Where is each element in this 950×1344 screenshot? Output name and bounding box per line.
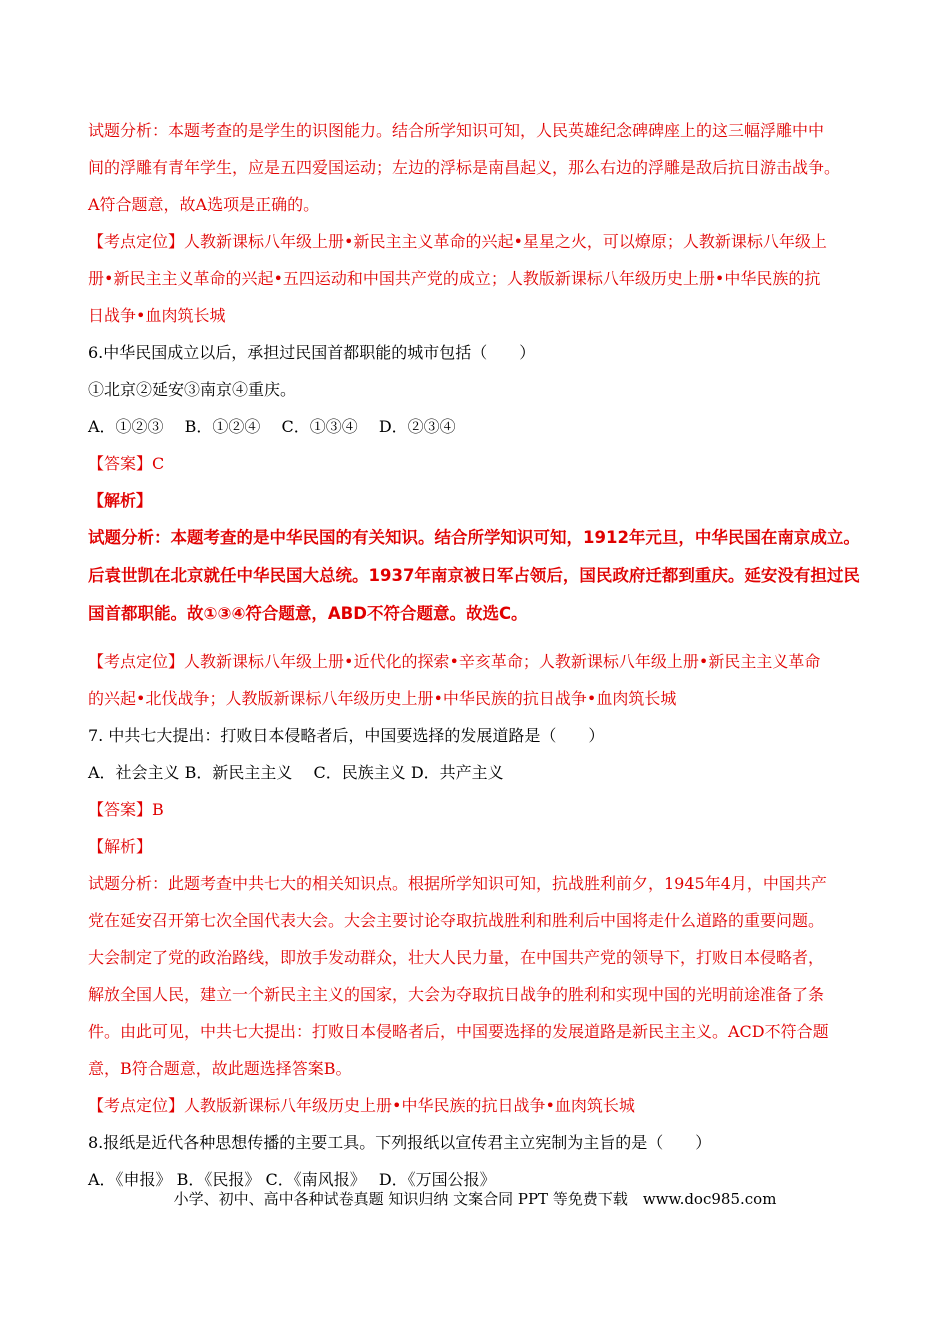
q6-options: A．①②③ B．①②④ C．①③④ D．②③④ xyxy=(88,417,456,436)
q6-kaodian-line-1: 【考点定位】人教新课标八年级上册•近代化的探索•辛亥革命；人教新课标八年级上册•新民主主义革命 xyxy=(88,652,821,671)
document-page xyxy=(88,112,868,1198)
q6-analysis-line-1: 试题分析：本题考查的是中华民国的有关知识。结合所学知识可知，1912年元旦，中华民国在南京成立。 xyxy=(88,528,860,547)
q8-stem: 8.报纸是近代各种思想传播的主要工具。下列报纸以宣传君主立宪制为主旨的是（ ） xyxy=(88,1133,712,1152)
q7-analysis-line-4: 解放全国人民，建立一个新民主主义的国家，大会为夺取抗日战争的胜利和实现中国的光明前途准备了条 xyxy=(88,985,825,1004)
q7-analysis-line-6: 意，B符合题意，故此题选择答案B。 xyxy=(88,1059,352,1078)
q7-jiexi-heading: 【解析】 xyxy=(88,837,153,856)
q7-kaodian: 【考点定位】人教版新课标八年级历史上册•中华民族的抗日战争•血肉筑长城 xyxy=(88,1096,635,1115)
q7-analysis-line-5: 件。由此可见，中共七大提出：打败日本侵略者后，中国要选择的发展道路是新民主主义。ACD不符合题 xyxy=(88,1022,829,1041)
q5-kaodian-line-1: 【考点定位】人教新课标八年级上册•新民主主义革命的兴起•星星之火，可以燎原；人教新课标八年级上 xyxy=(88,232,827,251)
q6-answer: 【答案】C xyxy=(88,454,165,473)
q7-options: A．社会主义 B．新民主主义 C．民族主义 D．共产主义 xyxy=(88,763,504,782)
q5-analysis-line-3: A符合题意，故A选项是正确的。 xyxy=(88,195,320,214)
page-footer: 小学、初中、高中各种试卷真题 知识归纳 文案合同 PPT 等免费下载 www.doc985.com xyxy=(173,1190,777,1208)
q6-stem: 6.中华民国成立以后，承担过民国首都职能的城市包括（ ） xyxy=(88,343,536,362)
q5-kaodian-line-2: 册•新民主主义革命的兴起•五四运动和中国共产党的成立；人教版新课标八年级历史上册•中华民族的抗 xyxy=(88,269,821,288)
q8-options: A．《申报》 B．《民报》 C．《南风报》 D．《万国公报》 xyxy=(88,1170,496,1189)
q7-answer: 【答案】B xyxy=(88,800,164,819)
q5-kaodian-line-3: 日战争•血肉筑长城 xyxy=(88,306,226,325)
q6-kaodian-line-2: 的兴起•北伐战争；人教版新课标八年级历史上册•中华民族的抗日战争•血肉筑长城 xyxy=(88,689,677,708)
q5-analysis-line-1: 试题分析：本题考查的是学生的识图能力。结合所学知识可知，人民英雄纪念碑碑座上的这三幅浮雕中中 xyxy=(88,121,825,140)
q5-analysis-line-2: 间的浮雕有青年学生，应是五四爱国运动；左边的浮标是南昌起义，那么右边的浮雕是敌后抗日游击战争。 xyxy=(88,158,841,177)
q6-items: ①北京②延安③南京④重庆。 xyxy=(88,380,297,399)
q7-analysis-line-2: 党在延安召开第七次全国代表大会。大会主要讨论夺取抗战胜利和胜利后中国将走什么道路的重要问题。 xyxy=(88,911,825,930)
q6-jiexi-heading: 【解析】 xyxy=(88,491,153,510)
q7-analysis-line-3: 大会制定了党的政治路线，即放手发动群众，壮大人民力量，在中国共产党的领导下，打败日本侵略者， xyxy=(88,948,825,967)
q7-stem: 7. 中共七大提出：打败日本侵略者后，中国要选择的发展道路是（ ） xyxy=(88,726,605,745)
q6-analysis-line-3: 国首都职能。故①③④符合题意，ABD不符合题意。故选C。 xyxy=(88,604,528,623)
q6-analysis-line-2: 后袁世凯在北京就任中华民国大总统。1937年南京被日军占领后，国民政府迁都到重庆。延安没有担过民 xyxy=(88,566,860,585)
q7-analysis-line-1: 试题分析：此题考查中共七大的相关知识点。根据所学知识可知，抗战胜利前夕，1945年4月，中国共产 xyxy=(88,874,827,893)
